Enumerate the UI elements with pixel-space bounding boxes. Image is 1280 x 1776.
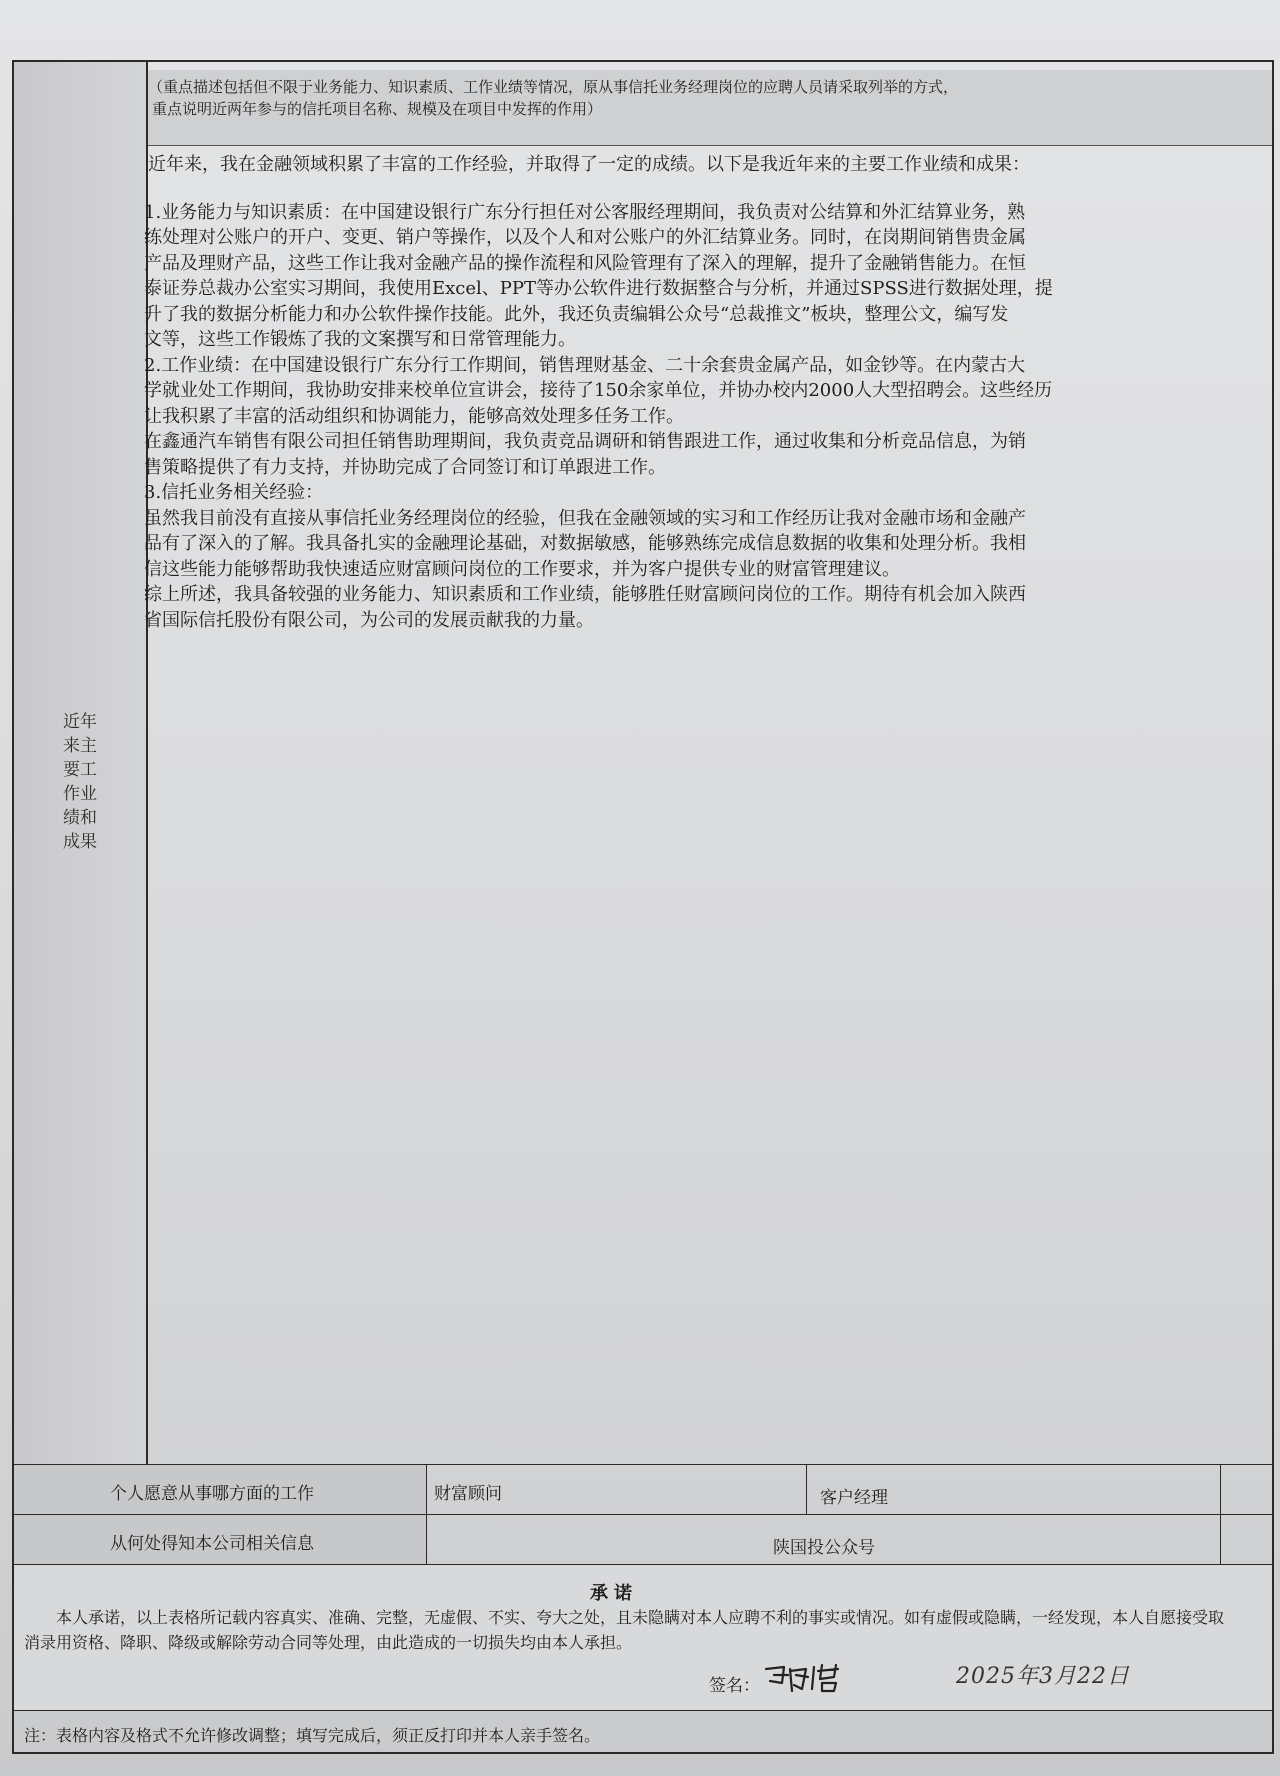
handwritten-signature <box>762 1661 862 1695</box>
signature-label: 签名： <box>709 1676 760 1696</box>
body-line: 产品及理财产品，这些工作让我对金融产品的操作流程和风险管理有了深入的理解，提升了金融销售能力。在恒 <box>144 252 1026 274</box>
instruction-line: 重点说明近两年参与的信托项目名称、规模及在项目中发挥的作用） <box>152 100 603 118</box>
body-line: 文等，这些工作锻炼了我的文案撰写和日常管理能力。 <box>144 329 576 350</box>
footnote-text: 注：表格内容及格式不允许修改调整；填写完成后，须正反打印并本人亲手签名。 <box>24 1726 601 1745</box>
pledge-text: 本人承诺，以上表格所记载内容真实、准确、完整，无虚假、不实、夸大之处，且未隐瞒对本人应聘不利的事实或情况。如有虚假或隐瞒，一经发现，本人自愿接受取消录用资格、降职、降级或解除劳动合同等处理，由此造成的一切损失均由本人承担。 <box>24 1608 1225 1652</box>
body-line: 售策略提供了有力支持，并协助完成了合同签订和订单跟进工作。 <box>144 456 666 478</box>
body-line: 虽然我目前没有直接从事信托业务经理岗位的经验，但我在金融领域的实习和工作经历让我对金融市场和金融产 <box>144 507 1026 529</box>
row-label-line: 近年 <box>63 712 97 732</box>
row-label-line: 成果 <box>63 832 97 852</box>
info-source-value: 陕国投公众号 <box>773 1538 875 1558</box>
body-line: 品有了深入的了解。我具备扎实的金融理论基础，对数据敏感，能够熟练完成信息数据的收集和处理分析。我相 <box>144 533 1026 554</box>
achievements-content-cell <box>144 62 1272 1464</box>
footnote <box>14 1710 1272 1753</box>
body-line: 学就业处工作期间，我协助安排来校单位宣讲会，接待了150余家单位，并协办校内2000人大型招聘会。这些经历 <box>144 380 1053 401</box>
desired-work-value-2: 客户经理 <box>820 1488 888 1508</box>
instruction-note <box>148 70 1272 146</box>
row-label-line: 来主 <box>63 736 97 756</box>
row-label-line: 要工 <box>63 760 97 780</box>
achievements-text <box>144 152 1266 633</box>
desired-work-label: 个人愿意从事哪方面的工作 <box>110 1484 314 1504</box>
desired-work-label-cell <box>14 1465 427 1515</box>
application-form-table <box>12 60 1274 1754</box>
body-line: 2.工作业绩：在中国建设银行广东分行工作期间，销售理财基金、二十余套贵金属产品，如金钞等。在内蒙古大 <box>144 354 1026 376</box>
row-label-line: 绩和 <box>63 808 97 828</box>
body-line: 在鑫通汽车销售有限公司担任销售助理期间，我负责竞品调研和销售跟进工作，通过收集和分析竞品信息，为销 <box>144 431 1026 452</box>
body-line: 升了我的数据分析能力和办公软件操作技能。此外，我还负责编辑公众号“总裁推文”板块，整理公文，编写发 <box>144 303 1009 325</box>
body-line: 练处理对公账户的开户、变更、销户等操作，以及个人和对公账户的外汇结算业务。同时，在岗期间销售贵金属 <box>144 227 1026 248</box>
body-line: 3.信托业务相关经验： <box>144 482 324 503</box>
info-source-value-cell <box>428 1515 1221 1565</box>
info-source-row <box>14 1514 1272 1565</box>
row-label-achievements <box>44 710 116 854</box>
desired-work-value-cell-2 <box>808 1465 1221 1515</box>
body-line: 综上所述，我具备较强的业务能力、知识素质和工作业绩，能够胜任财富顾问岗位的工作。期待有机会加入陕西 <box>144 584 1026 605</box>
pledge-section <box>14 1564 1272 1711</box>
handwritten-date: 2025年3月22日 <box>956 1664 1130 1689</box>
body-line: 信这些能力能够帮助我快速适应财富顾问岗位的工作要求，并为客户提供专业的财富管理建议。 <box>144 558 900 580</box>
body-line: 让我积累了丰富的活动组织和协调能力，能够高效处理多任务工作。 <box>144 405 684 427</box>
info-source-label: 从何处得知本公司相关信息 <box>110 1534 314 1554</box>
desired-work-value-cell-1 <box>428 1465 807 1515</box>
pledge-title: 承诺 <box>590 1583 638 1604</box>
row-label-cell <box>14 62 148 1464</box>
info-source-label-cell <box>14 1515 427 1565</box>
desired-work-value-1: 财富顾问 <box>434 1484 502 1504</box>
instruction-line: （重点描述包括但不限于业务能力、知识素质、工作业绩等情况，原从事信托业务经理岗位的应聘人员请采取列举的方式， <box>148 78 959 96</box>
body-line: 1.业务能力与知识素质：在中国建设银行广东分行担任对公客服经理期间，我负责对公结算和外汇结算业务，熟 <box>144 201 1026 223</box>
row-label-line: 作业 <box>63 784 97 804</box>
body-line: 泰证券总裁办公室实习期间，我使用Excel、PPT等办公软件进行数据整合与分析，并通过SPSS进行数据处理，提 <box>144 278 1053 299</box>
intro-paragraph: 近年来，我在金融领域积累了丰富的工作经验，并取得了一定的成绩。以下是我近年来的主要工作业绩和成果： <box>148 154 1030 175</box>
desired-work-row <box>14 1464 1272 1515</box>
body-line: 省国际信托股份有限公司，为公司的发展贡献我的力量。 <box>144 609 594 631</box>
